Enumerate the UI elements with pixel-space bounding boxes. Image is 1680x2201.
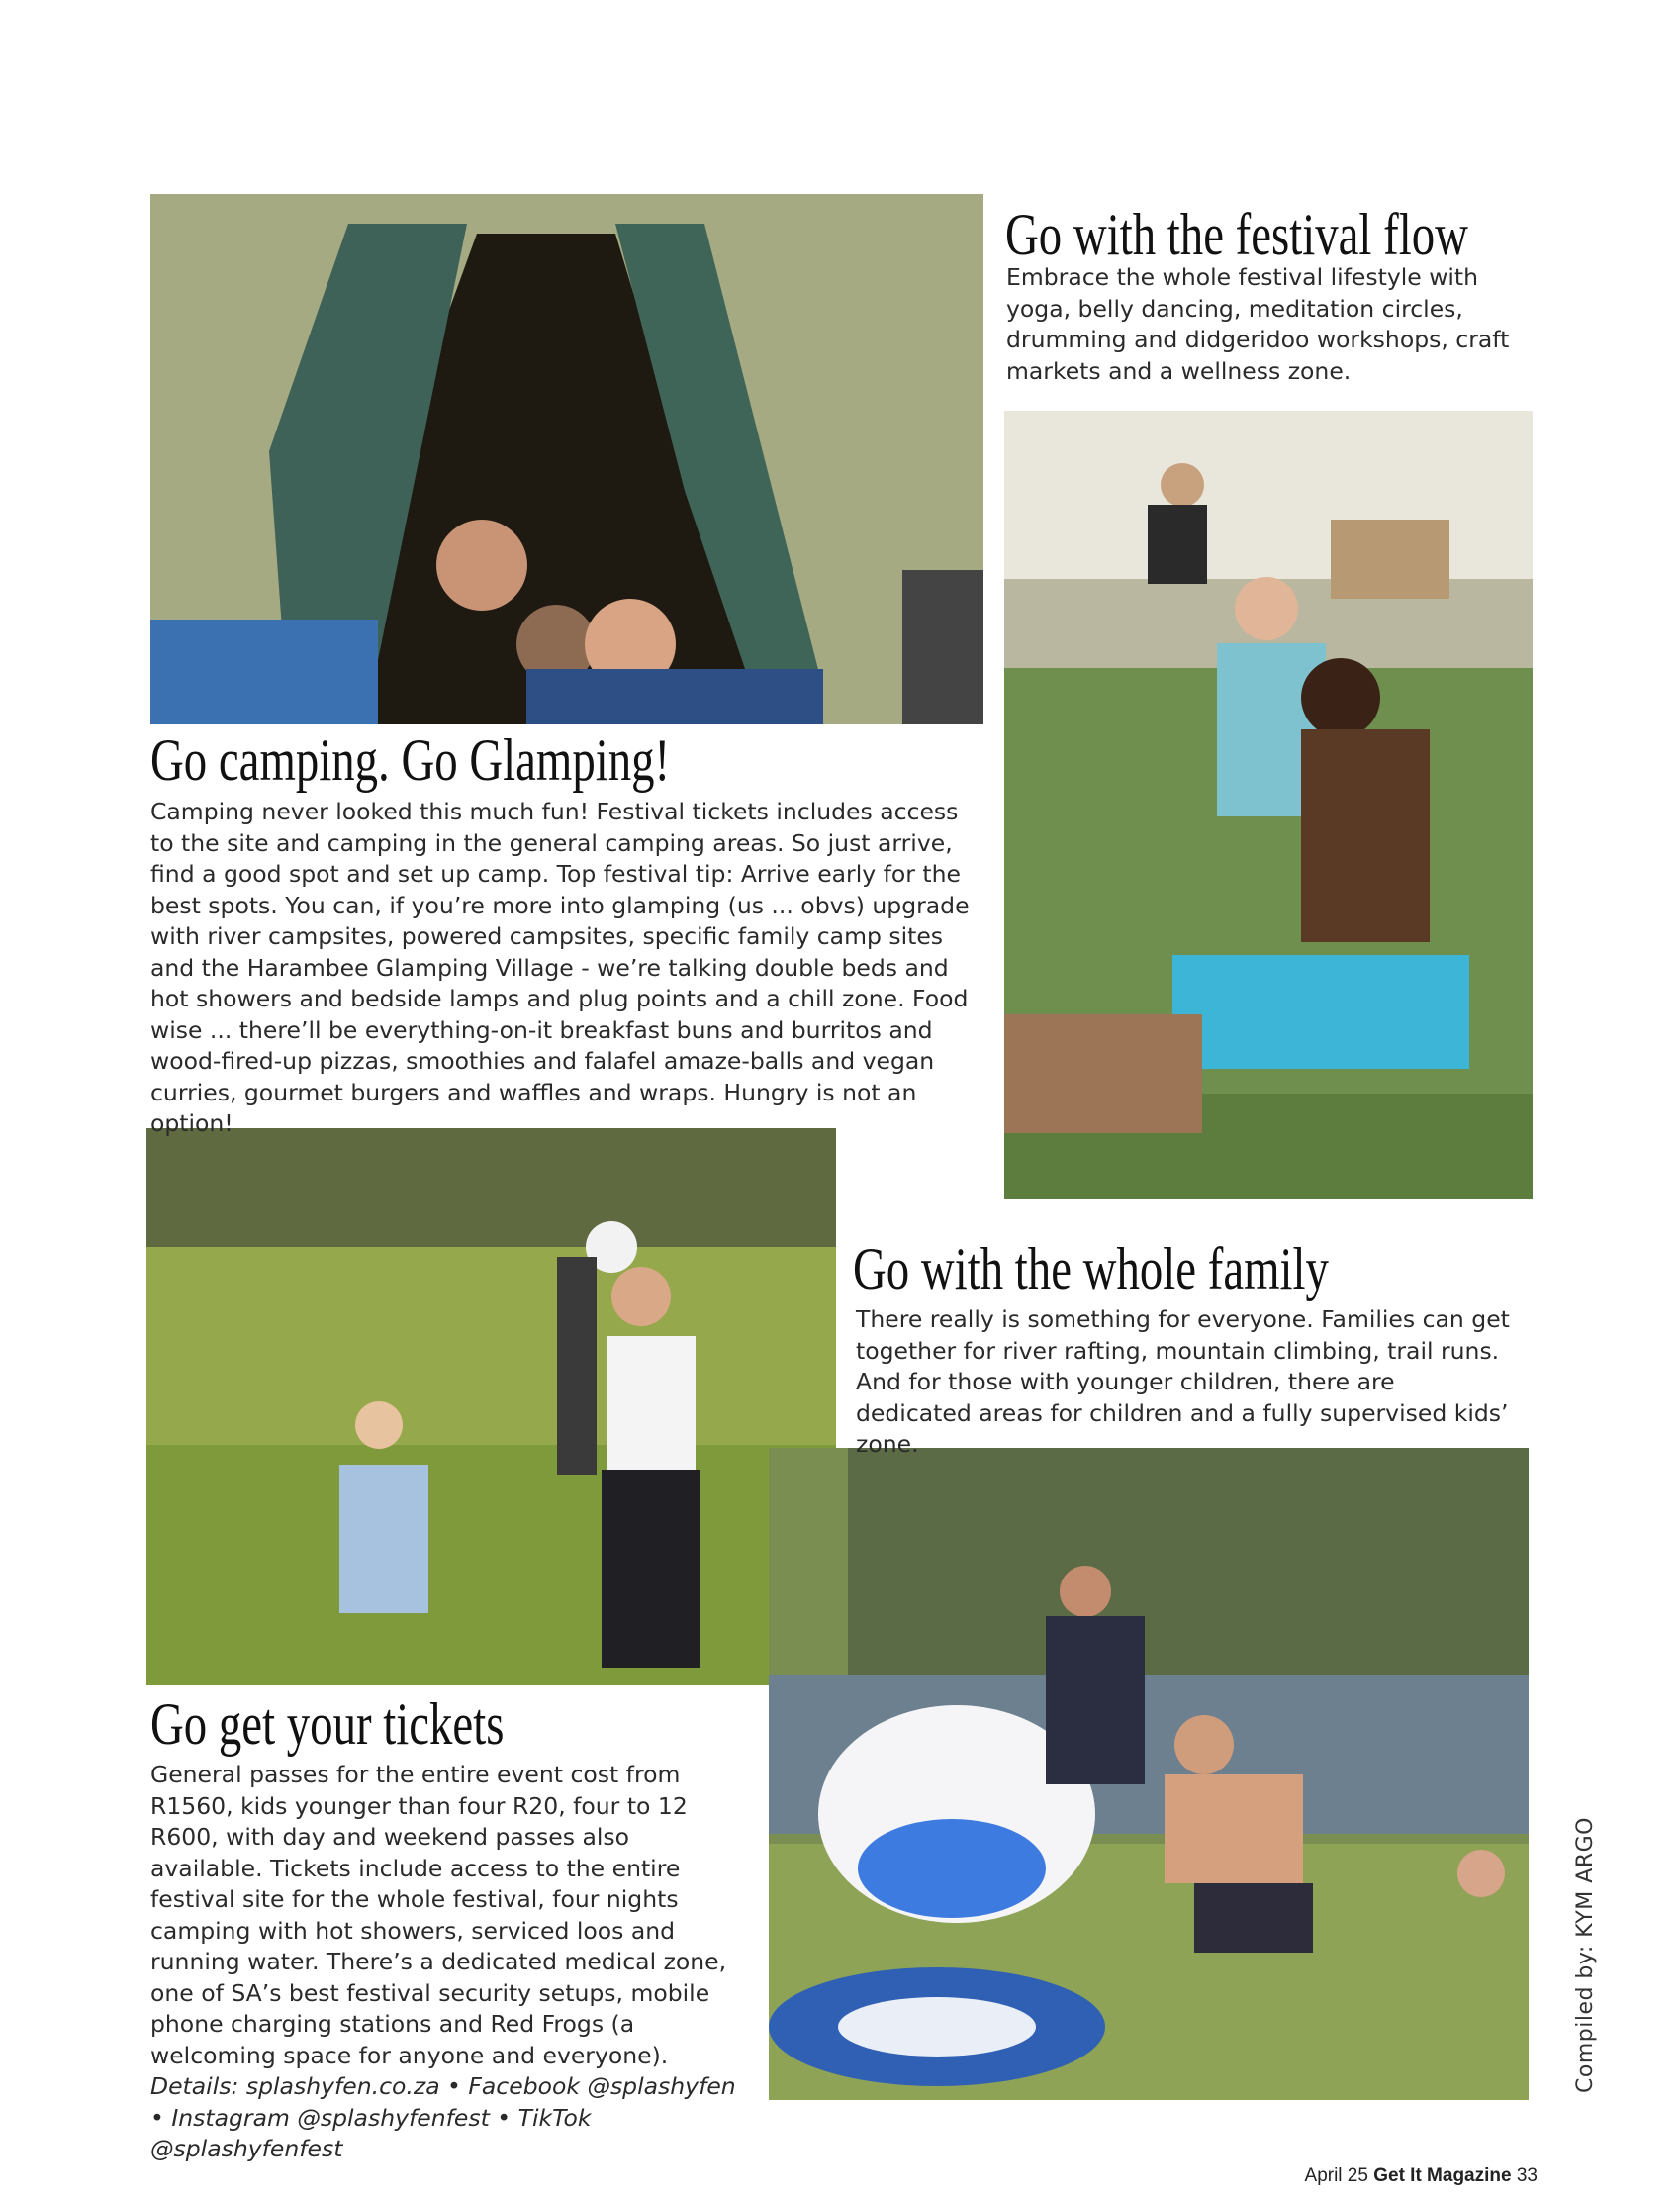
footer-page-number: 33 — [1516, 2165, 1538, 2186]
tickets-heading: Go get your tickets — [150, 1691, 505, 1757]
family-hike-photo — [146, 1128, 836, 1685]
camping-heading: Go camping. Go Glamping! — [150, 727, 671, 793]
family-body: There really is something for everyone. Families can get together for river rafting, mountain climbing, trail runs. And for those with younger children, there are dedicated areas for children and a fully supervised kids’ zone. — [856, 1305, 1510, 1458]
camping-body: Camping never looked this much fun! Festival tickets includes access to the site and camping in the general camping areas. So just arrive, find a good spot and set up camp. Top festival tip: Arrive early for the best spots. You can, if you’re more into glamping (us ... obvs) upgrade with river campsites, powered campsites, specific family camp sites and the Harambee Glamping Village - we’re talking double beds and hot showers and bedside lamps and plug points and a chill zone. Food wise ... there’ll be everything-on-it breakfast buns and burritos and wood-fired-up pizzas, smoothies and falafel amaze-balls and vegan curries, gourmet burgers and waffles and wraps. Hungry is not an option! — [150, 798, 970, 1137]
tickets-details: Details: splashyfen.co.za • Facebook @splashyfen • Instagram @splashyfenfest • TikTok @splashyfenfest — [150, 2072, 736, 2162]
tickets-body: General passes for the entire event cost from R1560, kids younger than four R20, four to 12 R600, with day and weekend passes also available. Tickets include access to the entire festival site for the whole festival, four nights camping with hot showers, serviced loos and running water. There’s a dedicated medical zone, one of SA’s best festival security setups, mobile phone charging stations and Red Frogs (a welcoming space for anyone and everyone). — [150, 1761, 727, 2069]
river-photo — [769, 1448, 1529, 2100]
festival-flow-body: Embrace the whole festival lifestyle with yoga, belly dancing, meditation circles, drumming and didgeridoo workshops, craft markets and a wellness zone. — [1006, 263, 1510, 385]
yoga-photo — [1004, 411, 1533, 1199]
page-footer — [1305, 2165, 1538, 2187]
footer-issue: April 25 — [1304, 2165, 1368, 2186]
tickets-text-block — [150, 1760, 744, 2165]
footer-magazine: Get It Magazine — [1373, 2165, 1512, 2186]
festival-flow-heading: Go with the festival flow — [1005, 202, 1468, 267]
tent-photo — [150, 194, 983, 724]
photo-credit: Compiled by: KYM ARGO — [1573, 1817, 1598, 2093]
family-heading: Go with the whole family — [853, 1236, 1329, 1301]
